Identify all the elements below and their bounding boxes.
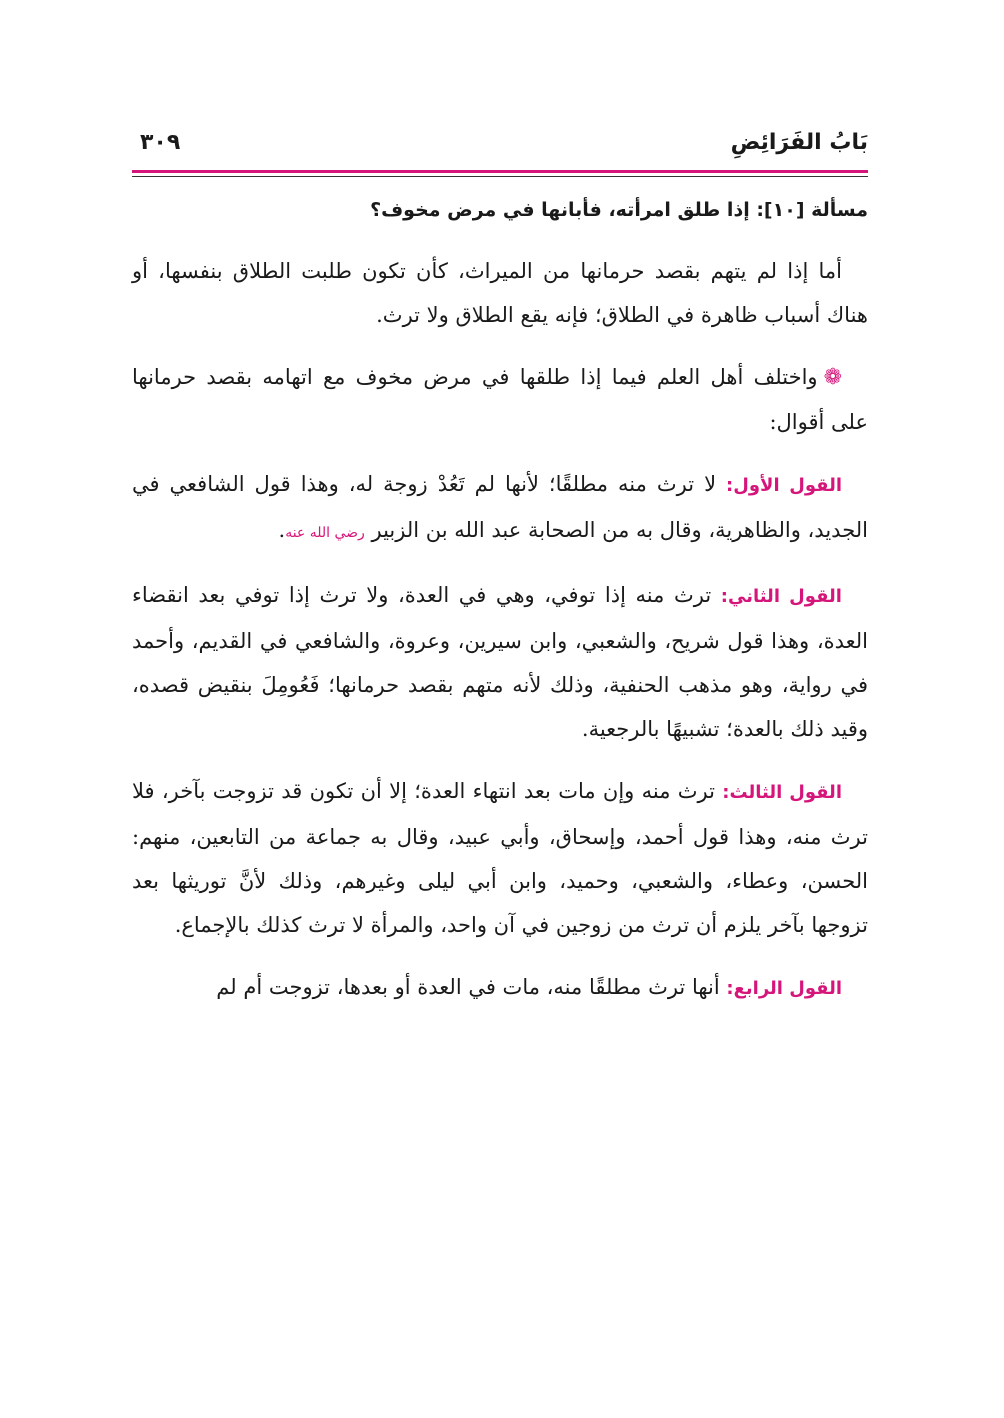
paragraph-second-opinion	[132, 573, 868, 751]
paragraph-first-opinion: القول الأول: لا ترث منه مطلقًا؛ لأنها لم تَعُدْ زوجة له، وهذا قول الشافعي في الجديد، والظاهرية، وقال به من الصحابة عبد الله بن الزبير رضي الله عنه.	[132, 472, 868, 542]
chapter-title: بَابُ الفَرَائِضِ	[730, 130, 868, 155]
paragraph-fourth-opinion	[132, 965, 868, 1011]
document-page	[132, 120, 868, 1011]
second-opinion-text: ترث منه إذا توفي، وهي في العدة، ولا ترث إذا توفي بعد انقضاء العدة، وهذا قول شريح، والشعبي، وابن سيرين، وعروة، والشافعي في القديم، وأحمد في رواية، وهو مذهب الحنفية، وذلك لأنه متهم بقصد حرمانها؛ فَعُومِلَ بنقيض قصده، وقيد ذلك بالعدة؛ تشبيهًا بالرجعية.	[132, 583, 868, 741]
issue-title: مسألة [١٠]: إذا طلق امرأته، فأبانها في مرض مخوف؟	[370, 199, 868, 221]
third-opinion-label: القول الثالث:	[722, 782, 842, 803]
honorific-seal: رضي الله عنه	[285, 525, 365, 541]
page-number: ٣٠٩	[140, 130, 181, 155]
fourth-opinion-text: أنها ترث مطلقًا منه، مات في العدة أو بعدها، تزوجت أم لم	[216, 975, 720, 999]
fourth-opinion-label: القول الرابع:	[726, 978, 842, 999]
flower-ornament-icon: ❁	[823, 365, 842, 390]
paragraph-intro: أما إذا لم يتهم بقصد حرمانها من الميراث، كأن تكون طلبت الطلاق بنفسها، أو هناك أسباب ظاهرة في الطلاق؛ فإنه يقع الطلاق ولا ترث.	[132, 259, 868, 327]
dispute-text: واختلف أهل العلم فيما إذا طلقها في مرض مخوف مع اتهامه بقصد حرمانها على أقوال:	[132, 365, 868, 434]
header-rule-accent	[132, 170, 868, 173]
third-opinion-text: ترث منه وإن مات بعد انتهاء العدة؛ إلا أن تكون قد تزوجت بآخر، فلا ترث منه، وهذا قول أحمد، وإسحاق، وأبي عبيد، وقال به جماعة من التابعين، منهم: الحسن، وعطاء، والشعبي، وحميد، وابن أبي ليلى وغيرهم، وذلك لأنَّ توريثها بعد تزوجها بآخر يلزم أن ترث من زوجين في آن واحد، والمرأة لا ترث كذلك بالإجماع.	[132, 779, 868, 937]
first-opinion-text: لا ترث منه مطلقًا؛ لأنها لم تَعُدْ زوجة له، وهذا قول الشافعي في الجديد، والظاهرية، وقال به من الصحابة عبد الله بن الزبير	[132, 472, 868, 542]
first-opinion-label: القول الأول:	[726, 475, 842, 496]
page-header	[132, 120, 868, 160]
second-opinion-label: القول الثاني:	[720, 586, 842, 607]
header-rule-thin	[132, 176, 868, 177]
paragraph-dispute	[132, 355, 868, 444]
paragraph-third-opinion	[132, 769, 868, 947]
